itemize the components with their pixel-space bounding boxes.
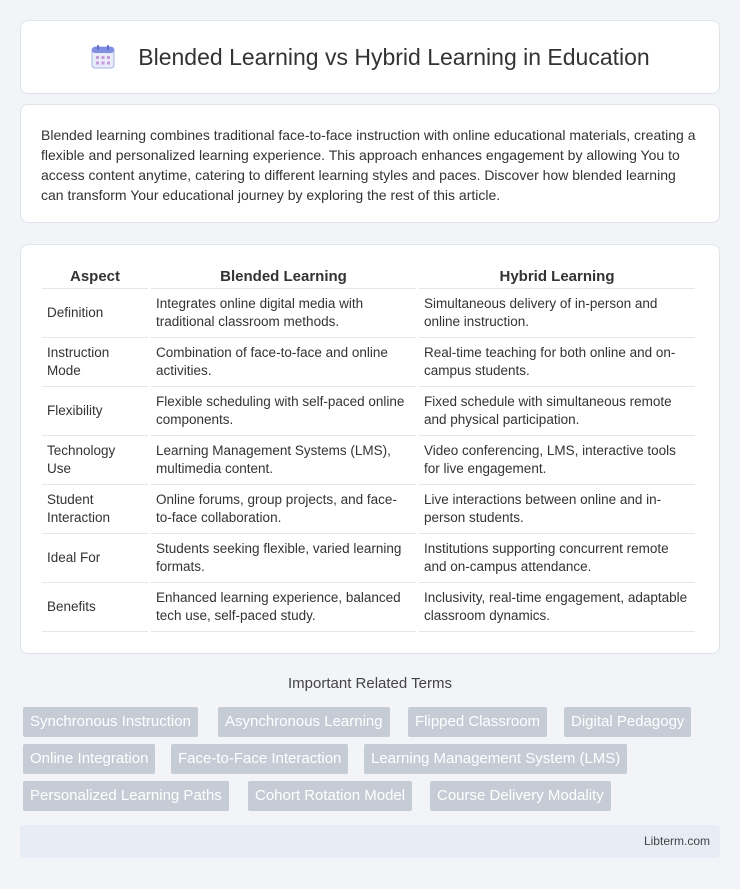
cell-aspect: Instruction Mode: [42, 338, 148, 387]
related-term-tag[interactable]: Digital Pedagogy: [564, 707, 691, 737]
cell-hybrid: Fixed schedule with simultaneous remote and physical participation.: [419, 387, 695, 436]
related-term-tag[interactable]: Online Integration: [23, 744, 155, 774]
related-term-tag[interactable]: Asynchronous Learning: [218, 707, 390, 737]
related-term-tag[interactable]: Face-to-Face Interaction: [171, 744, 348, 774]
related-term-tag[interactable]: Cohort Rotation Model: [248, 781, 412, 811]
column-header-blended: Blended Learning: [151, 267, 416, 289]
footer: [20, 825, 720, 858]
column-header-hybrid: Hybrid Learning: [419, 267, 695, 289]
calendar-icon: [90, 44, 116, 70]
comparison-card: [20, 244, 720, 654]
table-row: [42, 338, 695, 387]
table-row: [42, 485, 695, 534]
table-row: [42, 289, 695, 338]
cell-hybrid: Video conferencing, LMS, interactive tools for live engagement.: [419, 436, 695, 485]
footer-brand[interactable]: Libterm.com: [643, 834, 710, 848]
related-term-tag[interactable]: Flipped Classroom: [408, 707, 547, 737]
related-terms-title: Important Related Terms: [288, 675, 452, 692]
cell-aspect: Benefits: [42, 583, 148, 632]
table-row: [42, 387, 695, 436]
page-title: Blended Learning vs Hybrid Learning in Education: [138, 43, 650, 70]
cell-blended: Flexible scheduling with self-paced online components.: [151, 387, 416, 436]
cell-aspect: Flexibility: [42, 387, 148, 436]
cell-blended: Enhanced learning experience, balanced tech use, self-paced study.: [151, 583, 416, 632]
table-header-row: [42, 267, 695, 289]
header-card: [20, 20, 720, 94]
cell-blended: Integrates online digital media with traditional classroom methods.: [151, 289, 416, 338]
cell-aspect: Student Interaction: [42, 485, 148, 534]
cell-aspect: Technology Use: [42, 436, 148, 485]
related-term-tag[interactable]: Synchronous Instruction: [23, 707, 198, 737]
table-row: [42, 583, 695, 632]
cell-aspect: Definition: [42, 289, 148, 338]
column-header-aspect: Aspect: [42, 267, 148, 289]
cell-aspect: Ideal For: [42, 534, 148, 583]
comparison-table: [39, 267, 698, 632]
cell-blended: Students seeking flexible, varied learning formats.: [151, 534, 416, 583]
cell-hybrid: Simultaneous delivery of in-person and online instruction.: [419, 289, 695, 338]
cell-hybrid: Real-time teaching for both online and on-campus students.: [419, 338, 695, 387]
cell-hybrid: Inclusivity, real-time engagement, adaptable classroom dynamics.: [419, 583, 695, 632]
intro-card: [20, 104, 720, 223]
table-row: [42, 534, 695, 583]
intro-text: Blended learning combines traditional face-to-face instruction with online educational materials, creating a flexible and personalized learning experience. This approach enhances engagement by allowing You to access content anytime, catering to different learning styles and paces. Discover how blended learning can transform Your educational journey by exploring the rest of this article.: [41, 127, 696, 203]
cell-blended: Combination of face-to-face and online activities.: [151, 338, 416, 387]
cell-hybrid: Institutions supporting concurrent remote and on-campus attendance.: [419, 534, 695, 583]
cell-blended: Online forums, group projects, and face-to-face collaboration.: [151, 485, 416, 534]
cell-blended: Learning Management Systems (LMS), multimedia content.: [151, 436, 416, 485]
table-row: [42, 436, 695, 485]
related-term-tag[interactable]: Course Delivery Modality: [430, 781, 611, 811]
cell-hybrid: Live interactions between online and in-person students.: [419, 485, 695, 534]
related-term-tag[interactable]: Personalized Learning Paths: [23, 781, 229, 811]
related-term-tag[interactable]: Learning Management System (LMS): [364, 744, 627, 774]
